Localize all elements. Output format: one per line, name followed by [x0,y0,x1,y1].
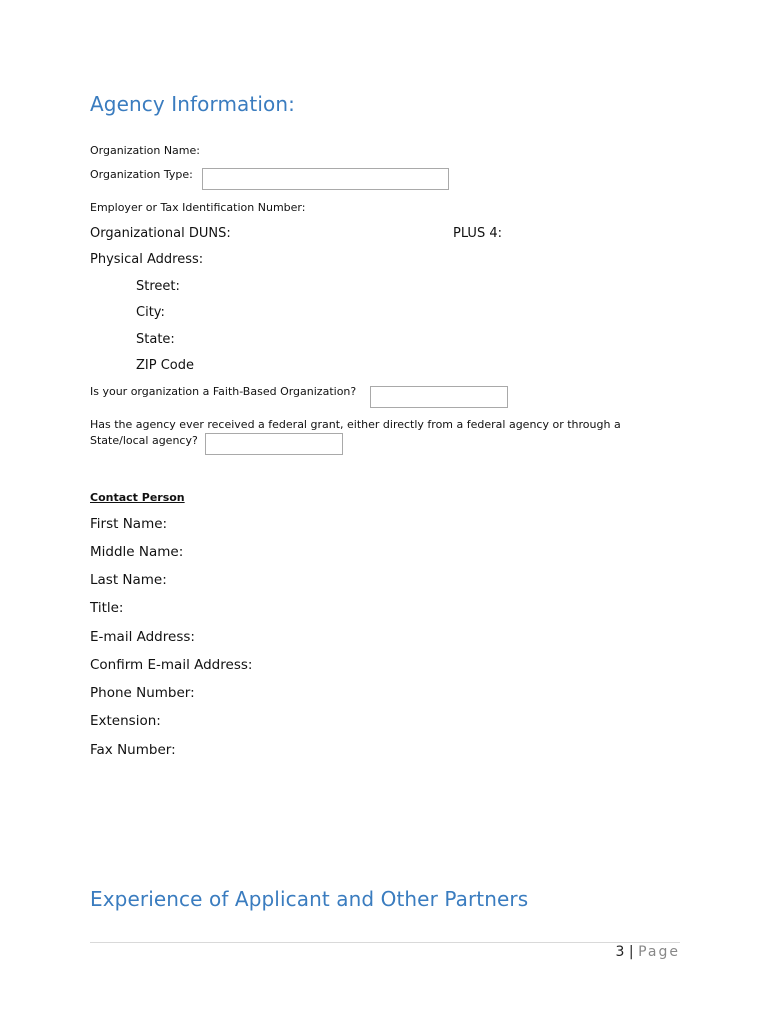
plus4-label: PLUS 4: [453,226,502,241]
federal-grant-input[interactable] [205,433,343,455]
org-type-input[interactable] [202,168,449,190]
page-separator: | [628,944,634,960]
federal-grant-question-line1: Has the agency ever received a federal grant, either directly from a federal agency or through a [90,418,621,431]
title-label: Title: [90,600,124,616]
tax-id-label: Employer or Tax Identification Number: [90,201,306,214]
email-label: E-mail Address: [90,629,195,645]
faith-based-question: Is your organization a Faith-Based Organization? [90,385,357,398]
org-type-label: Organization Type: [90,168,193,181]
city-label: City: [136,305,165,320]
state-label: State: [136,332,175,347]
page-footer [616,944,680,960]
duns-label: Organizational DUNS: [90,226,231,241]
federal-grant-question-line2: State/local agency? [90,434,198,447]
agency-heading: Agency Information: [90,92,295,116]
physical-address-label: Physical Address: [90,252,204,267]
contact-heading: Contact Person [90,491,185,504]
faith-based-input[interactable] [370,386,508,408]
first-name-label: First Name: [90,516,168,532]
phone-label: Phone Number: [90,685,195,701]
extension-label: Extension: [90,713,161,729]
page-word: Page [638,944,680,960]
fax-label: Fax Number: [90,742,176,758]
page-number: 3 [615,944,625,960]
last-name-label: Last Name: [90,572,167,588]
confirm-email-label: Confirm E-mail Address: [90,657,253,673]
org-name-label: Organization Name: [90,144,200,157]
experience-heading: Experience of Applicant and Other Partners [90,887,529,911]
zip-label: ZIP Code [136,358,194,373]
middle-name-label: Middle Name: [90,544,184,560]
street-label: Street: [136,279,180,294]
footer-divider [90,942,680,943]
